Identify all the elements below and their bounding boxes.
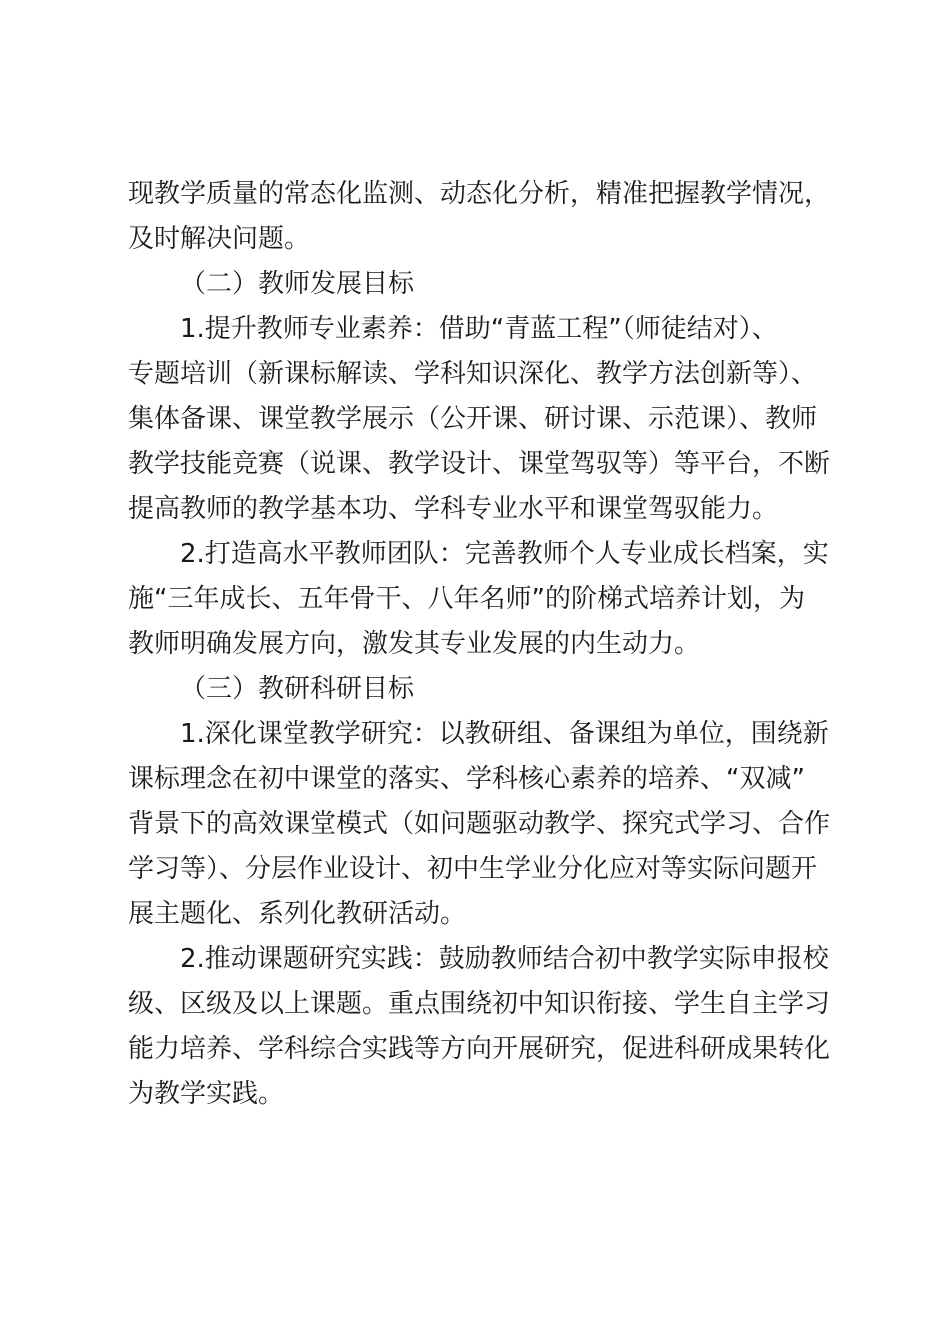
text-line: 课标理念在初中课堂的落实、学科核心素养的培养、“双减”: [128, 764, 805, 794]
text-line: 及时解决问题。: [128, 224, 311, 254]
text-line: 展主题化、系列化教研活动。: [128, 899, 467, 929]
text-line: 现教学质量的常态化监测、动态化分析，精准把握教学情况，: [128, 179, 831, 209]
text-line: 级、区级及以上课题。重点围绕初中知识衔接、学生自主学习: [128, 989, 831, 1019]
text-line: 施“三年成长、五年骨干、八年名师”的阶梯式培养计划，为: [128, 584, 805, 614]
text-line: 背景下的高效课堂模式（如问题驱动教学、探究式学习、合作: [128, 809, 831, 839]
text-line: 能力培养、学科综合实践等方向开展研究，促进科研成果转化: [128, 1034, 831, 1064]
text-line: 提高教师的教学基本功、学科专业水平和课堂驾驭能力。: [128, 494, 779, 524]
text-line: 专题培训（新课标解读、学科知识深化、教学方法创新等）、: [128, 359, 818, 389]
text-line: （三）教研科研目标: [180, 674, 415, 704]
text-line: 1.提升教师专业素养：借助“青蓝工程”（师徒结对）、: [180, 314, 778, 344]
text-line: 学习等）、分层作业设计、初中生学业分化应对等实际问题开: [128, 854, 818, 884]
text-line: 集体备课、课堂教学展示（公开课、研讨课、示范课）、教师: [128, 404, 818, 434]
document-body: [128, 172, 836, 1117]
text-line: 教师明确发展方向，激发其专业发展的内生动力。: [128, 629, 701, 659]
text-line: （二）教师发展目标: [180, 269, 415, 299]
text-line: 为教学实践。: [128, 1079, 285, 1109]
text-line: 教学技能竞赛（说课、教学设计、课堂驾驭等）等平台，不断: [128, 449, 831, 479]
text-line: 2.打造高水平教师团队：完善教师个人专业成长档案，实: [180, 539, 829, 569]
text-line: 1.深化课堂教学研究：以教研组、备课组为单位，围绕新: [180, 719, 829, 749]
text-line: 2.推动课题研究实践：鼓励教师结合初中教学实际申报校: [180, 944, 829, 974]
